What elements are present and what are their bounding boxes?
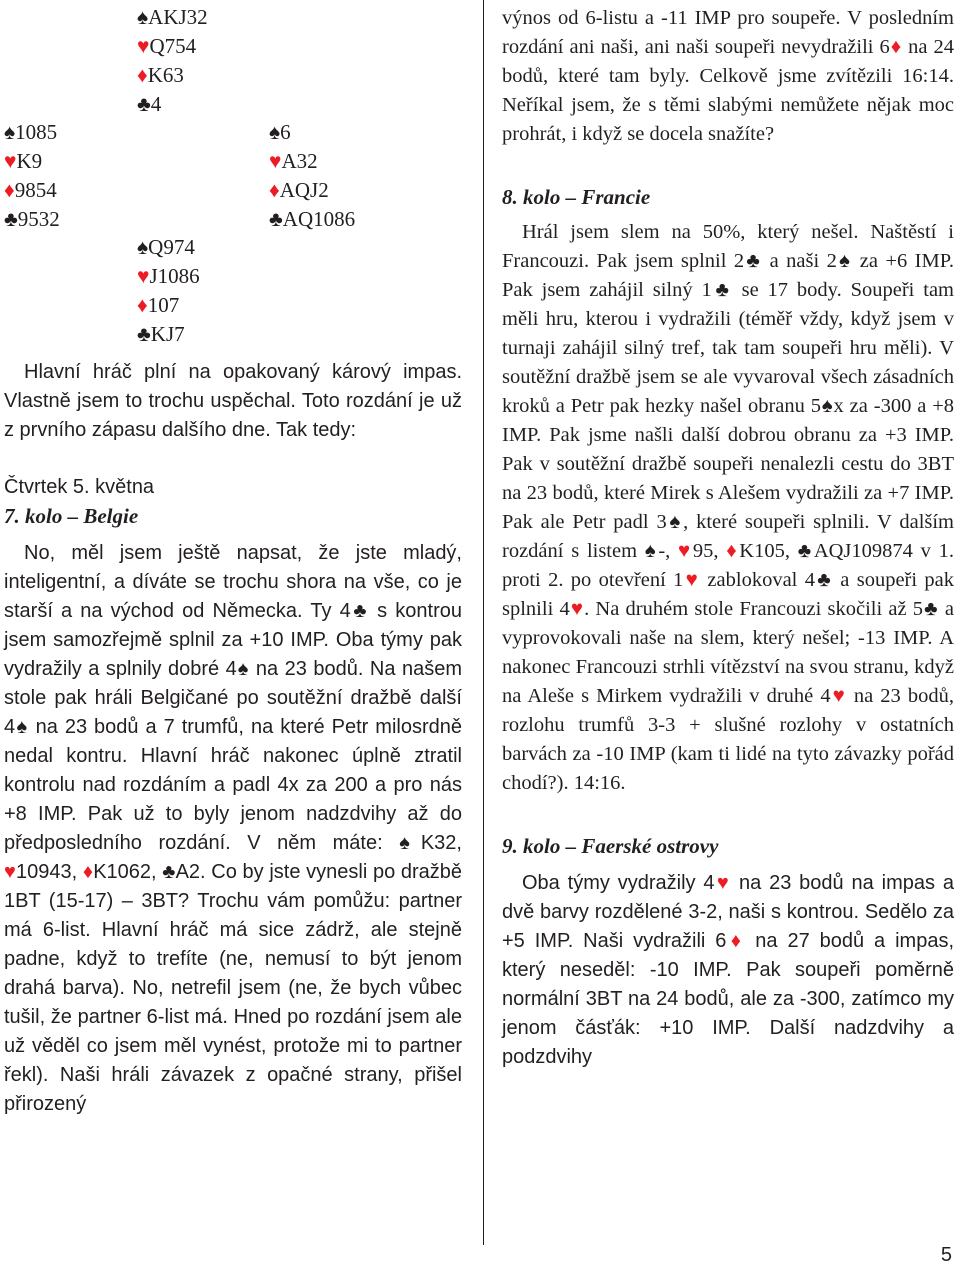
spade-icon: ♠ [137,5,149,29]
south-hearts: J1086 [149,264,200,288]
round-7-paragraph: No, měl jsem ještě napsat, že jste mladý, inteligentní, a díváte se trochu shora na vše, co je starší a na východ od Německa. Ty 4♣ s kontrou jsem samozřejmě splnil za +10 IMP. Oba týmy pak vydražily a splnily dobré 4♠ na 23 bodů. Na našem stole pak hráli Belgičané po soutěžní dražbě další 4♠ na 23 bodů a 7 trumfů, na které Petr milosrdně nedal kontru. Hlavní hráč nakonec úplně ztratil kontrolu nad rozdáním a padl 4x za 200 a pro nás +8 IMP. Pak už to byly jenom nadzdvihy až do předposledního rozdání. V něm máte: ♠K32, ♥10943, ♦K1062, ♣A2. Co by jste vynesli po dražbě 1BT (15-17) – 3BT? Trochu vám pomůžu: partner má 6-list. Hlavní hráč má sice zádrž, ale stejně padne, když to trefíte (ne, nemusí to být jenom drahá barva). No, netrefil jsem (ne, že bych vůbec tušil, že partner 6-list má. Hned po rozdání jsem ale už věděl co jsem měl vynést, protože mi to partner řekl). Naši hráli závazek z opačné strany, přišel přirozený [4,542,463,1115]
heart-icon: ♥ [137,264,150,288]
bridge-deal-diagram [4,0,462,350]
club-icon: ♣ [269,207,283,231]
diamond-icon: ♦ [82,861,94,883]
heart-icon: ♥ [830,685,847,707]
south-spades: Q974 [148,235,195,259]
heart-icon: ♥ [569,598,585,620]
deal-commentary: Hlavní hráč plní na opakovaný kárový impas. Vlastně jsem to trochu uspěchal. Toto rozdání je už z prvního zápasu dalšího dne. Tak tedy: [4,361,462,441]
west-hearts: K9 [16,149,43,173]
round-9-heading: 9. kolo – Faerské ostrovy [502,834,719,858]
diamond-icon: ♦ [889,36,903,58]
spade-icon: ♠ [137,235,149,259]
north-diamonds: K63 [147,63,184,87]
right-column [502,0,954,1072]
west-spades: 1085 [15,120,58,144]
west-diamonds: 9854 [14,178,57,202]
west-clubs: 9532 [17,207,60,231]
diamond-icon: ♦ [4,178,15,202]
heart-icon: ♥ [714,872,732,894]
diamond-icon: ♦ [726,930,746,952]
north-clubs: 4 [150,92,162,116]
hand-west [4,118,60,234]
club-icon: ♣ [137,322,151,346]
club-icon: ♣ [4,207,18,231]
spade-icon: ♠ [836,250,853,272]
heart-icon: ♥ [4,149,17,173]
club-icon: ♣ [923,598,939,620]
heart-icon: ♥ [137,34,150,58]
spade-icon: ♠ [644,540,659,562]
club-icon: ♣ [797,540,814,562]
east-diamonds: AQJ2 [279,178,329,202]
north-hearts: Q754 [149,34,197,58]
club-icon: ♣ [162,861,176,883]
round-8-heading: 8. kolo – Francie [502,185,651,209]
east-clubs: AQ1086 [282,207,356,231]
spade-icon: ♠ [821,395,834,417]
round-9-paragraph: Oba týmy vydražily 4♥ na 23 bodů na impas a dvě barvy rozdělené 3-2, naši s kontrou. Sedělo za +5 IMP. Naši vydražili 6♦ na 27 bodů a impas, který neseděl: -10 IMP. Pak soupeři poměrně normální 3BT na 24 bodů, ale za -300, zatímco my jenom čásťák: +10 IMP. Další nadzdvihy a podzdvihy [502,872,955,1068]
diamond-icon: ♦ [137,63,148,87]
heart-icon: ♥ [4,861,17,883]
club-icon: ♣ [814,569,833,591]
spade-icon: ♠ [269,120,281,144]
spade-icon: ♠ [666,511,684,533]
hand-north [137,3,208,119]
diamond-icon: ♦ [137,293,148,317]
spade-icon: ♠ [236,658,250,680]
round-8-paragraph: Hrál jsem slem na 50%, který nešel. Naštěstí i Francouzi. Pak jsem splnil 2♣ a naši 2♠ za +6 IMP. Pak jsem zahájil silný 1♣ se 17 body. Soupeři tam měli hru, kterou i vydražili (téměř vždy, když jsem v turnaji zahájil silný tref, tak tam soupeři hru měli). V soutěžní dražbě jsem se ale vyvaroval všech zásadních kroků a Petr pak hezky našel obranu 5♠x za -300 a +8 IMP. Pak jsme našli další dobrou obranu za +3 IMP. Pak v soutěžní dražbě soupeři nenalezli cestu do 3BT na 23 bodů, které Mirek s Alešem vydražili za +7 IMP. Pak ale Petr padl 3♠, které soupeři splnili. V dalším rozdání s listem ♠-, ♥95, ♦K105, ♣AQJ109874 v 1. proti 2. po otevření 1♥ zablokoval 4♣ a soupeři pak splnili 4♥. Na druhém stole Francouzi skočili až 5♣ a vyprovokovali naše na slem, který nešel; -13 IMP. A nakonec Francouzi strhli vítězství na svou stranu, když na Aleše s Mirkem vydražili v druhé 4♥ na 23 bodů, rozlohu trumfů 3-3 + slušné rozlohy v ostatních barvách za -10 IMP (kam ti lidé na tyto závazky pořád chodí?). 14:16. [502,221,955,794]
club-icon: ♣ [744,250,763,272]
club-icon: ♣ [711,279,733,301]
club-icon: ♣ [137,92,151,116]
spade-icon: ♠ [4,120,16,144]
diamond-icon: ♦ [726,540,740,562]
left-column [4,0,462,1119]
east-hearts: A32 [281,149,318,173]
north-spades: AKJ32 [148,5,208,29]
column-divider [483,0,484,1245]
page-number: 5 [940,1244,952,1266]
south-diamonds: 107 [147,293,180,317]
south-clubs: KJ7 [150,322,185,346]
heart-icon: ♥ [269,149,282,173]
spade-icon: ♠ [15,716,29,738]
east-spades: 6 [280,120,291,144]
round-7-heading: 7. kolo – Belgie [4,504,139,528]
heart-icon: ♥ [683,569,701,591]
round-7-continuation: výnos od 6-listu a -11 IMP pro soupeře. V posledním rozdání ani naši, ani naši soupeři nevydražili 6♦ na 24 bodů, které tam byly. Celkově jsme zvítězili 16:14. Neříkal jsem, že s těmi slabými nemůžete nějak moc prohrát, i když se docela snažíte? [502,7,954,145]
hand-east [269,118,355,234]
diamond-icon: ♦ [269,178,280,202]
hand-south [137,233,200,349]
section-date-heading: Čtvrtek 5. května [4,476,155,498]
spade-icon: ♠ [399,832,421,854]
heart-icon: ♥ [678,540,693,562]
club-icon: ♣ [350,600,370,622]
